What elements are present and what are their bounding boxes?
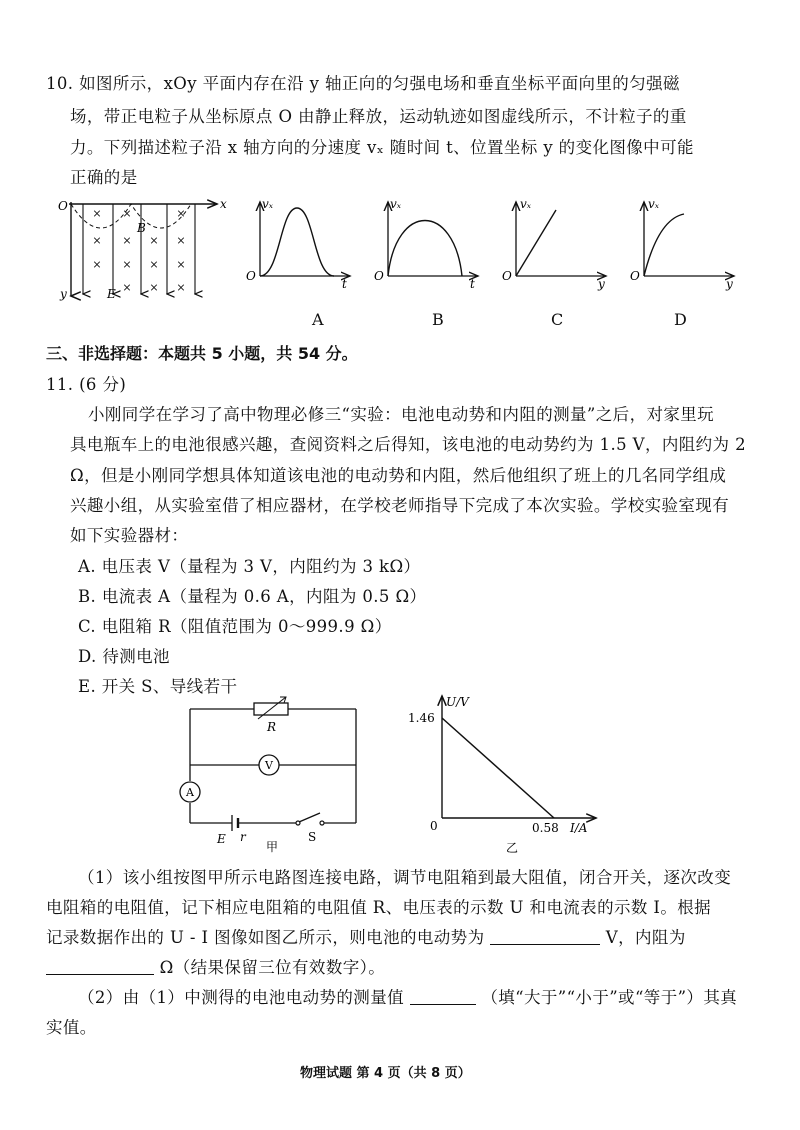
q11-part2-line-2: 实值。 [46,1018,97,1037]
equipment-b: B. 电流表 A（量程为 0.6 A，内阻为 0.5 Ω） [78,587,427,606]
q11-part1-line-3: 记录数据作出的 U - I 图像如图乙所示，则电池的电动势为 V，内阻为 [46,928,686,947]
resistance-answer-blank[interactable] [46,960,154,975]
ui-origin: 0 [430,819,438,833]
switch-blade [299,813,320,822]
svg-text:×: × [176,234,186,247]
q11-intro-4: 兴趣小组，从实验室借了相应器材，在学校老师指导下完成了本次实验。学校实验室现有 [70,496,730,515]
q11-part1-line-1: （1）该小组按图甲所示电路图连接电路，调节电阻箱到最大阻值，闭合开关，逐次改变 [78,868,732,887]
circuit-diagram [172,695,372,853]
x-label: x [220,197,227,211]
equipment-d: D. 待测电池 [78,647,170,666]
ui-y-label: U/V [446,695,469,709]
svg-text:×: × [176,281,186,294]
svg-text:×: × [122,281,132,294]
resistor-label: R [267,720,277,734]
option-c-graph [498,196,613,291]
q11-intro-3: Ω，但是小刚同学想具体知道该电池的电动势和内阻，然后他组织了班上的几名同学组成 [70,466,727,485]
svg-text:×: × [149,234,159,247]
ui-x-label: I/A [570,821,588,835]
svg-text:vₓ: vₓ [520,197,532,211]
battery-r-label: r [240,830,246,844]
svg-text:O: O [630,269,640,283]
q11-intro-2: 具电瓶车上的电池很感兴趣，查阅资料之后得知，该电池的电动势约为 1.5 V，内阻约为 2 [70,435,746,454]
battery-e-label: E [217,832,226,846]
field-diagram [55,192,235,307]
q10-line-2: 场，带正电粒子从坐标原点 O 由静止释放，运动轨迹如图虚线所示，不计粒子的重 [70,107,687,126]
option-c-line [516,210,556,276]
option-b-graph [370,196,485,291]
option-b-curve [388,221,462,277]
emf-answer-blank[interactable] [490,930,600,945]
svg-text:O: O [374,269,384,283]
svg-text:×: × [122,258,132,271]
q11-part1-line-4: Ω（结果保留三位有效数字）。 [46,954,385,978]
svg-text:vₓ: vₓ [648,197,660,211]
svg-text:O: O [502,269,512,283]
svg-text:×: × [149,258,159,271]
ammeter-label: A [186,786,194,799]
svg-text:×: × [149,281,159,294]
q11-part1-line-2: 电阻箱的电阻值，记下相应电阻箱的电阻值 R、电压表的示数 U 和电流表的示数 I。根据 [46,898,712,917]
ui-graph [404,690,604,855]
svg-text:×: × [92,207,102,220]
option-a-graph [242,196,357,291]
q10-line-4: 正确的是 [70,168,138,187]
q11-part2-line-1: （2）由（1）中测得的电池电动势的测量值 （填“大于”“小于”或“等于”）其真 [78,988,738,1007]
svg-text:×: × [176,207,186,220]
field-e-label: E [107,287,116,301]
section-3-title: 三、非选择题：本题共 5 小题，共 54 分。 [46,344,358,363]
page-footer: 物理试题 第 4 页（共 8 页） [300,1066,471,1081]
equipment-e: E. 开关 S、导线若干 [78,677,238,696]
equipment-c: C. 电阻箱 R（阻值范围为 0～999.9 Ω） [78,617,392,636]
svg-text:y: y [598,277,605,291]
ui-y-intercept: 1.46 [408,711,435,725]
graph-caption: 乙 [506,841,519,855]
q11-intro-1: 小刚同学在学习了高中物理必修三“实验：电池电动势和内阻的测量”之后，对家里玩 [88,405,715,424]
svg-text:×: × [176,258,186,271]
option-d-curve [644,214,684,276]
equipment-a: A. 电压表 V（量程为 3 V，内阻约为 3 kΩ） [78,557,421,576]
svg-text:t: t [470,277,475,291]
svg-text:×: × [122,234,132,247]
option-b-label: B [432,310,444,329]
q11-header: 11. (6 分) [46,375,127,394]
svg-text:vₓ: vₓ [262,197,274,211]
svg-text:×: × [92,258,102,271]
option-a-curve [260,208,334,276]
q10-line-1: 10. 如图所示，xOy 平面内存在沿 y 轴正向的匀强电场和垂直坐标平面向里的匀强磁 [46,74,680,93]
svg-text:vₓ: vₓ [390,197,402,211]
circuit-caption: 甲 [266,840,279,853]
svg-text:×: × [92,234,102,247]
option-c-label: C [551,310,564,329]
ui-x-intercept: 0.58 [532,821,559,835]
origin-label: O [58,199,68,213]
comparison-answer-blank[interactable] [410,990,476,1005]
svg-text:y: y [726,277,733,291]
q10-line-3: 力。下列描述粒子沿 x 轴方向的分速度 vₓ 随时间 t、位置坐标 y 的变化图像中可能 [70,138,694,157]
option-d-label: D [674,310,687,329]
option-d-graph [626,196,741,291]
ui-data-line [442,718,554,818]
point-b-label: B [137,221,146,235]
voltmeter-label: V [265,759,273,772]
option-a-label: A [312,310,324,329]
svg-text:t: t [342,277,347,291]
q11-intro-5: 如下实验器材： [70,526,189,545]
svg-text:O: O [246,269,256,283]
svg-text:×: × [122,207,132,220]
y-label: y [60,287,67,301]
switch-label: S [308,830,317,844]
